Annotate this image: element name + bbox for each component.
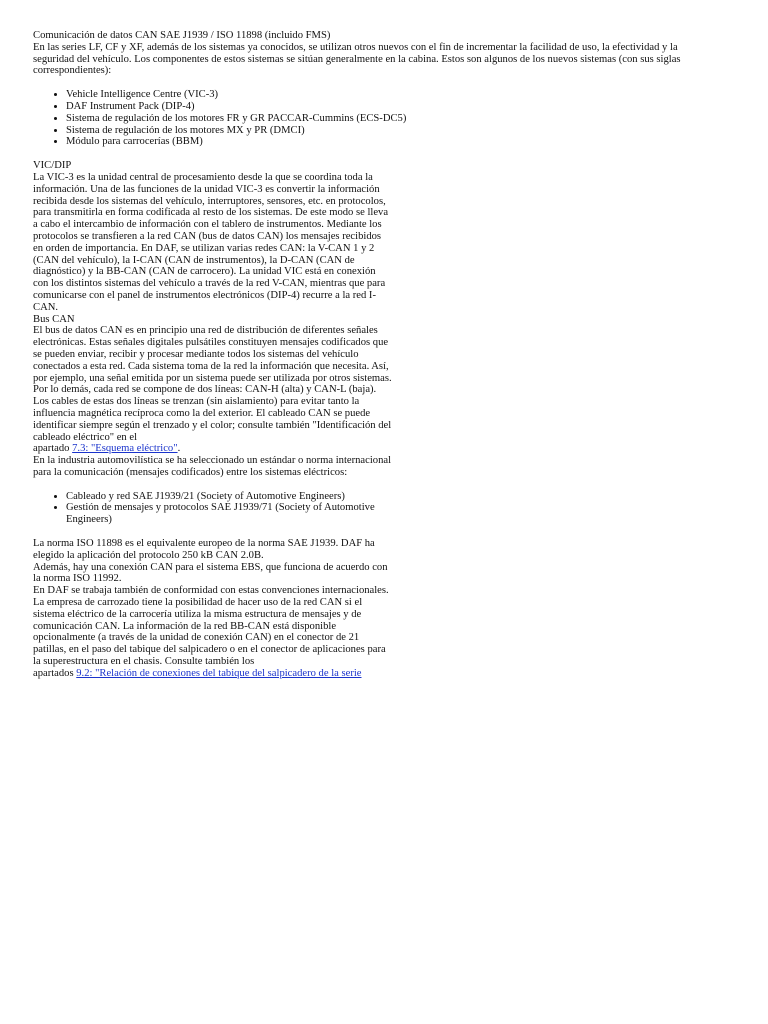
bus-link-line — [33, 443, 393, 455]
standards-list — [33, 491, 393, 526]
document-header — [33, 30, 713, 77]
list-item: • Cableado y red SAE J1939/21 (Society of Automotive Engineers) — [66, 491, 393, 503]
document-title: Comunicación de datos CAN SAE J1939 / ISO 11898 (incluido FMS) — [33, 30, 331, 41]
body-column — [33, 160, 393, 679]
list-item: • Sistema de regulación de los motores MX y PR (DMCI) — [66, 125, 733, 137]
tabique-salpicadero-link[interactable]: 9.2: "Relación de conexiones del tabique del salpicadero de la serie — [76, 667, 362, 679]
vic-paragraph: La VIC-3 es la unidad central de procesamiento desde la que se coordina toda la información. Una de las funciones de la unidad VIC-3 es convertir la información recibida desde los sistemas del vehículo, interruptores, sensores, etc. en protocolos, para transmitirla en forma codificada al resto de los sistemas. De este modo se lleva a cabo el intercambio de información con el tablero de instrumentos. Mediante los protocolos se transfieren a la red CAN (bus de datos CAN) los mensajes recibidos en orden de importancia. En DAF, se utilizan varias redes CAN: la V-CAN 1 y 2 (CAN del vehículo), la I-CAN (CAN de instrumentos), la D-CAN (CAN de diagnóstico) y la BB-CAN (CAN de carrocero). La unidad VIC está en conexión con los distintos sistemas del vehículo a través de la red V-CAN, mientras que para comunicarse con el panel de instrumentos electrónicos (DIP-4) recurre a la red I-CAN. — [33, 171, 389, 313]
list-item: • Módulo para carrocerías (BBM) — [66, 136, 733, 148]
systems-list — [33, 89, 733, 148]
bus-paragraph: El bus de datos CAN es en principio una red de distribución de diferentes señales electrónicas. Estas señales digitales pulsátiles constituyen mensajes codificados que se pueden enviar, recibir y procesar mediante todos los sistemas del vehículo conectados a esta red. Cada sistema toma de la red la información que necesita. Así, por ejemplo, una señal emitida por un sistema puede ser utilizada por otros sistemas. Por lo demás, cada red se compone de dos líneas: CAN-H (alta) y CAN-L (baja). Los cables de estas dos líneas se trenzan (sin aislamiento) para evitar tanto la influencia magnética recíproca como la del exterior. El cableado CAN se puede identificar siempre según el trenzado y el color; consulte también "Identificación del cableado eléctrico" en el — [33, 325, 392, 443]
vic-heading: VIC/DIP — [33, 160, 72, 172]
list-item: • Gestión de mensajes y protocolos SAE J1939/71 (Society of Automotive Engineers) — [66, 502, 393, 526]
esquema-electrico-link[interactable]: 7.3: "Esquema eléctrico" — [72, 443, 178, 455]
list-item: • Vehicle Intelligence Centre (VIC-3) — [66, 89, 733, 101]
iso-paragraph: La norma ISO 11898 es el equivalente europeo de la norma SAE J1939. DAF ha elegido la aplicación del protocolo 250 kB CAN 2.0B. — [33, 538, 375, 561]
document-page — [33, 30, 733, 680]
industry-paragraph: En la industria automovilística se ha seleccionado un estándar o norma internacional para la comunicación (mensajes codificados) entre los sistemas eléctricos: — [33, 455, 392, 478]
ebs-paragraph: Además, hay una conexión CAN para el sistema EBS, que funciona de acuerdo con la norma ISO 11992. — [33, 561, 388, 585]
intro-paragraph: En las series LF, CF y XF, además de los sistemas ya conocidos, se utilizan otros nuevos con el fin de incrementar la facilidad de uso, la efectividad y la seguridad del vehículo. Los componentes de estos sistemas se sitúan generalmente en la cabina. Estos son algunos de los nuevos sistemas (con sus siglas correspondientes): — [33, 41, 681, 77]
bus-link-prefix: apartado — [33, 443, 73, 455]
daf-paragraph: En DAF se trabaja también de conformidad con estas convenciones internacionales. La empresa de carrozado tiene la posibilidad de hacer uso de la red CAN si el sistema eléctrico de la carrocería utiliza la misma estructura de mensajes y de comunicación CAN. La información de la red BB-CAN está disponible opcionalmente (a través de la unidad de conexión CAN) en el conector de 21 patillas, en el paso del tabique del salpicadero o en el conector de aplicaciones para la superestructura en el chasis. Consulte también los — [33, 585, 389, 668]
final-link-line — [33, 668, 393, 680]
list-item: • DAF Instrument Pack (DIP-4) — [66, 101, 733, 113]
bus-link-suffix: . — [177, 443, 181, 455]
list-item: • Sistema de regulación de los motores FR y GR PACCAR-Cummins (ECS-DC5) — [66, 113, 733, 125]
final-link-prefix: apartados — [33, 667, 77, 679]
bus-heading: Bus CAN — [33, 313, 75, 325]
